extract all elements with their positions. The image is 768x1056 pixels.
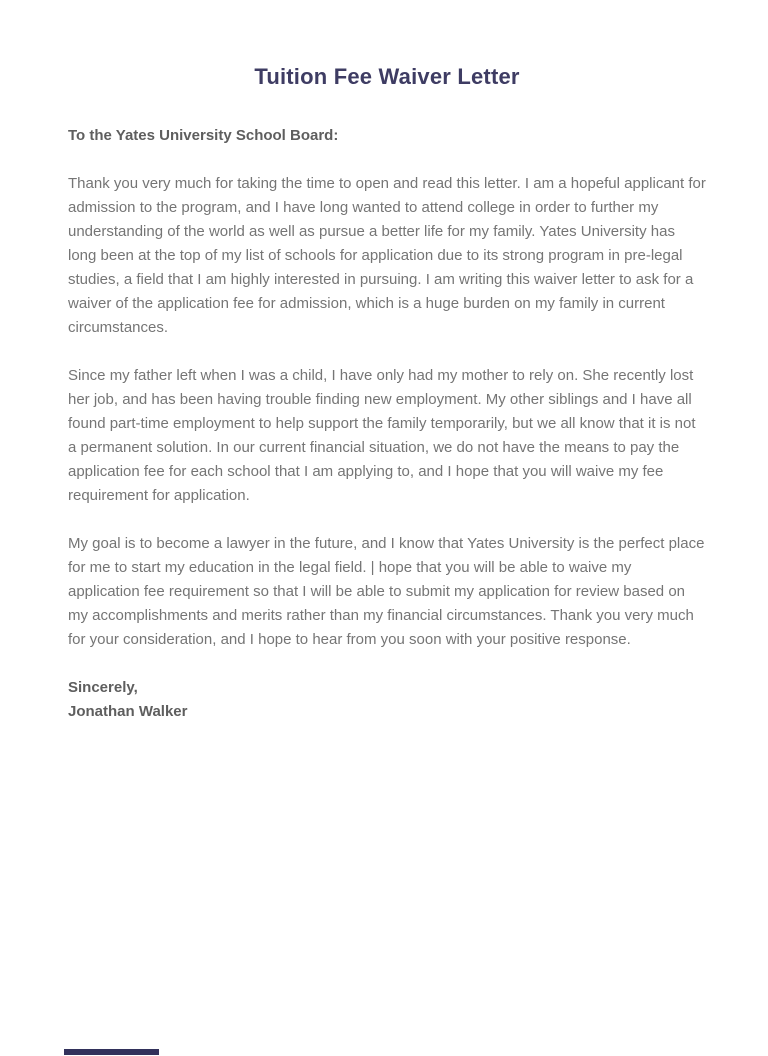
closing-block bbox=[68, 676, 706, 724]
footer-accent-bar bbox=[64, 1049, 159, 1055]
paragraph-2: Since my father left when I was a child, I have only had my mother to rely on. She recently lost her job, and has been having trouble finding new employment. My other siblings and I have all found part-time employment to help support the family temporarily, but we all know that it is not a permanent solution. In our current financial situation, we do not have the means to pay the application fee for each school that I am applying to, and I hope that you will waive my fee requirement for application. bbox=[68, 367, 696, 504]
paragraph-1: Thank you very much for taking the time to open and read this letter. I am a hopeful applicant for admission to the program, and I have long wanted to attend college in order to further my understanding of the world as well as pursue a better life for my family. Yates University has long been at the top of my list of schools for application due to its strong program in pre-legal studies, a field that I am highly interested in pursuing. I am writing this waiver letter to ask for a waiver of the application fee for admission, which is a huge burden on my family in current circumstances. bbox=[68, 175, 706, 336]
letter-title: Tuition Fee Waiver Letter bbox=[254, 64, 520, 89]
paragraph-3: My goal is to become a lawyer in the future, and I know that Yates University is the perfect place for me to start my education in the legal field. | hope that you will be able to waive my application fee requirement so that I will be able to submit my application for review based on my accomplishments and merits rather than my financial circumstances. Thank you very much for your consideration, and I hope to hear from you soon with your positive response. bbox=[68, 535, 705, 648]
signoff: Sincerely, bbox=[68, 679, 138, 696]
signature-name: Jonathan Walker bbox=[68, 703, 188, 720]
salutation: To the Yates University School Board: bbox=[68, 127, 339, 144]
